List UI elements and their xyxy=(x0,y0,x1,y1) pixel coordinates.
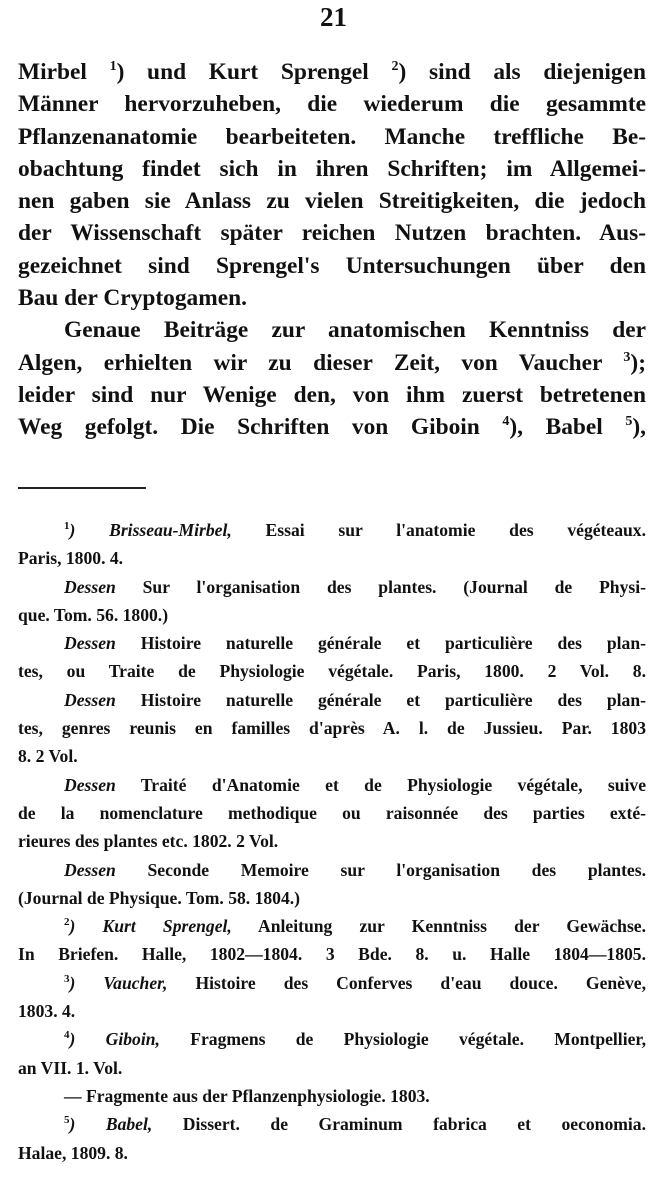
text-line xyxy=(18,56,646,88)
footnote-text: Fragmens de Physiologie végétale. Montpellier, xyxy=(159,1029,646,1050)
footnote-line: — Fragmente aus der Pflanzenphysiologie. 1803. xyxy=(64,1085,430,1106)
footnote-author: ) Vaucher, xyxy=(69,972,168,993)
footnote-text: Dissert. de Graminum fabrica et oeconomia. xyxy=(152,1114,646,1135)
footnote-author: ) Babel, xyxy=(69,1114,153,1135)
text-line: Pflanzenanatomie bearbeiteten. Manche treffliche Be- xyxy=(18,123,646,150)
footnote-line: 1803. 4. xyxy=(18,1001,76,1022)
footnote-line: tes, ou Traite de Physiologie végétale. Paris, 1800. 2 Vol. 8. xyxy=(18,661,646,682)
footnote-author: Dessen xyxy=(64,633,116,654)
footnote-ref: 2 xyxy=(391,59,399,74)
footnote-line xyxy=(18,573,646,601)
footnote-ref: 1 xyxy=(109,59,117,74)
footnote-line: 8. 2 Vol. xyxy=(18,746,78,767)
text-line: leider sind nur Wenige den, von ihm zuerst betretenen xyxy=(18,381,646,408)
footnote-line: que. Tom. 56. 1800.) xyxy=(18,604,169,625)
footnote-text: Traité d'Anatomie et de Physiologie végétale, suive xyxy=(115,774,646,795)
footnote-line xyxy=(18,629,646,657)
footnote-separator xyxy=(18,487,146,489)
footnote-text: Histoire naturelle générale et particulière des plan- xyxy=(115,633,646,654)
footnote-author: Dessen xyxy=(64,774,116,795)
footnote-line: rieures des plantes etc. 1802. 2 Vol. xyxy=(18,831,279,852)
footnote-line: de la nomenclature methodique ou raisonnée des parties exté- xyxy=(18,802,646,823)
footnote-author: ) Brisseau-Mirbel, xyxy=(69,520,232,540)
text-run: ) und Kurt Sprengel xyxy=(116,59,392,85)
footnote-text: Sur l'organisation des plantes. (Journal de Physi- xyxy=(115,576,646,597)
footnote-text: Essai sur l'anatomie des végéteaux. xyxy=(231,520,646,540)
footnote-ref: 3 xyxy=(623,349,631,365)
footnote-text: Histoire des Conferves d'eau douce. Genève, xyxy=(167,972,646,993)
footnote-mark: 4 xyxy=(64,1029,70,1042)
footnote-ref: 5 xyxy=(625,414,633,430)
text-line: der Wissenschaft später reichen Nutzen brachten. Aus- xyxy=(18,220,646,247)
footnote-author: ) Giboin, xyxy=(69,1029,160,1050)
footnote-line: (Journal de Physique. Tom. 58. 1804.) xyxy=(18,887,301,908)
footnote-line xyxy=(18,771,646,799)
footnote-mark: 2 xyxy=(64,916,70,929)
text-line xyxy=(18,347,646,379)
text-run: ), Babel xyxy=(509,414,626,441)
footnote-line xyxy=(18,912,646,940)
footnote-line xyxy=(18,516,646,544)
text-line: Genaue Beiträge zur anatomischen Kenntniss der xyxy=(64,317,646,344)
text-line: nen gaben sie Anlass zu vielen Streitigkeiten, die jedoch xyxy=(18,188,646,215)
text-run: ), xyxy=(632,414,646,441)
footnote-author: Dessen xyxy=(64,859,116,880)
footnote-text: Histoire naturelle générale et particulière des plan- xyxy=(115,689,646,710)
footnote-line xyxy=(18,856,646,884)
page-number: 21 xyxy=(320,2,347,32)
footnote-line xyxy=(18,1025,646,1053)
text-line: gezeichnet sind Sprengel's Untersuchungen über den xyxy=(18,252,646,279)
footnote-line xyxy=(18,686,646,714)
footnote-ref: 4 xyxy=(502,414,510,430)
footnote-line: In Briefen. Halle, 1802—1804. 3 Bde. 8. u. Halle 1804—1805. xyxy=(18,944,646,965)
text-line: obachtung findet sich in ihren Schriften; im Allgemei- xyxy=(18,155,646,182)
footnote-author: ) Kurt Sprengel, xyxy=(69,916,232,937)
footnote-line: tes, genres reunis en familles d'après A. l. de Jussieu. Par. 1803 xyxy=(18,718,646,739)
text-run: Algen, erhielten wir zu dieser Zeit, von Vaucher xyxy=(18,349,624,376)
footnote-line: an VII. 1. Vol. xyxy=(18,1057,123,1078)
footnote-mark: 5 xyxy=(64,1114,70,1127)
text-run: Weg gefolgt. Die Schriften von Giboin xyxy=(18,414,503,441)
footnote-text: Seconde Memoire sur l'organisation des plantes. xyxy=(115,859,646,880)
footnote-mark: 3 xyxy=(64,972,70,985)
footnote-author: Dessen xyxy=(64,576,116,597)
text-line xyxy=(18,411,646,443)
footnote-line xyxy=(18,969,646,997)
text-run: ); xyxy=(630,349,646,376)
text-run: ) sind als diejenigen xyxy=(398,59,646,85)
footnote-mark: 1 xyxy=(64,520,70,532)
footnote-author: Dessen xyxy=(64,689,116,710)
footnote-line: Paris, 1800. 4. xyxy=(18,548,124,569)
text-line: Männer hervorzuheben, die wiederum die gesammte xyxy=(18,91,646,118)
text-line: Bau der Cryptogamen. xyxy=(18,285,247,312)
main-text xyxy=(18,56,646,444)
footnote-text: Anleitung zur Kenntniss der Gewächse. xyxy=(231,916,646,937)
footnotes xyxy=(18,516,646,1167)
text-run: Mirbel xyxy=(18,59,110,85)
footnote-line xyxy=(18,1110,646,1138)
footnote-line: Halae, 1809. 8. xyxy=(18,1142,128,1163)
